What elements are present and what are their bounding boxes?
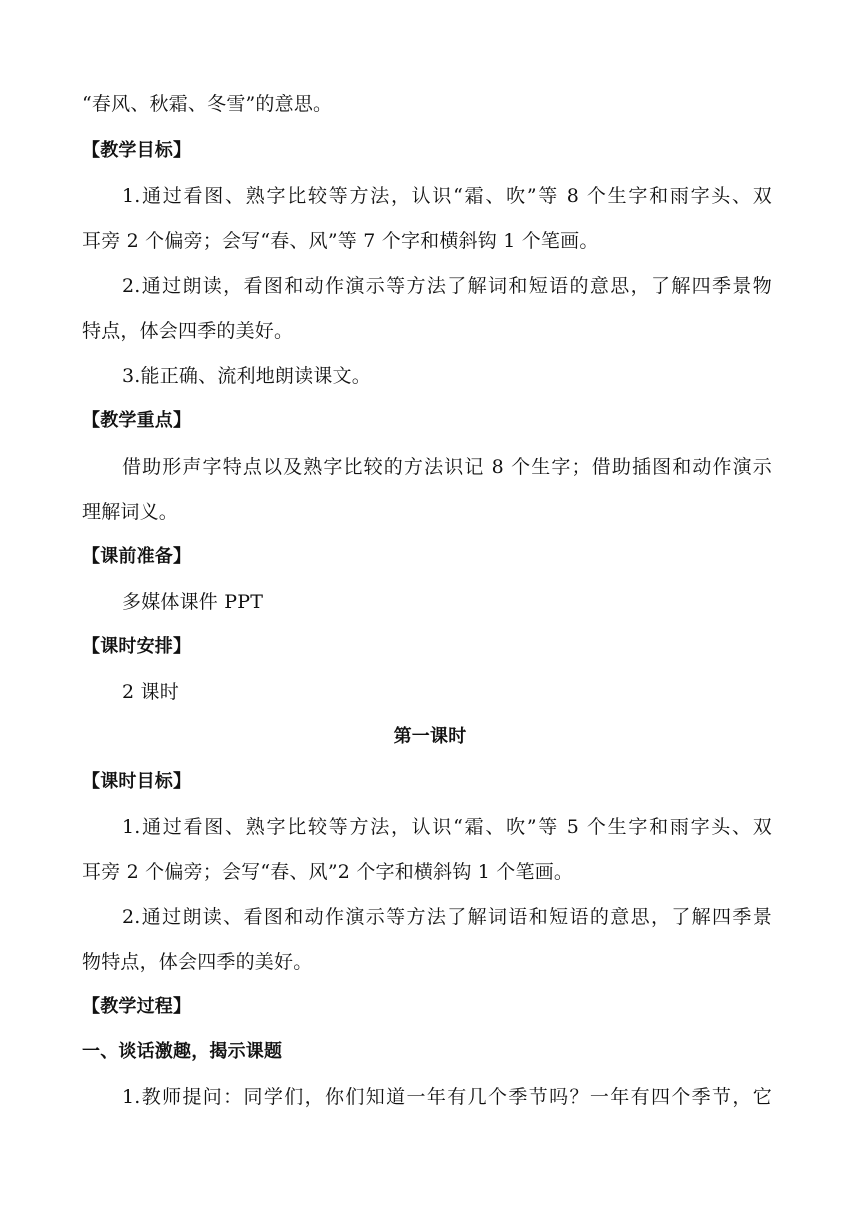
teaching-goal-1-line-1: 1.通过看图、熟字比较等方法，认识“霜、吹”等 8 个生字和雨字头、双 [122,185,772,207]
key-points-line-1: 借助形声字特点以及熟字比较的方法识记 8 个生字；借助插图和动作演示 [122,456,772,478]
preparation-content: 多媒体课件 PPT [122,591,264,613]
section-1-heading: 一、谈话激趣，揭示课题 [82,1041,283,1062]
teaching-goals-heading: 【教学目标】 [82,140,192,161]
teaching-goal-1-line-2: 耳旁 2 个偏旁；会写“春、风”等 7 个字和横斜钩 1 个笔画。 [82,230,599,252]
teaching-goal-2-line-2: 特点，体会四季的美好。 [82,320,294,342]
process-heading: 【教学过程】 [82,996,192,1017]
teaching-goal-2-line-1: 2.通过朗读，看图和动作演示等方法了解词和短语的意思，了解四季景物 [122,275,772,297]
schedule-content: 2 课时 [122,681,179,703]
key-points-line-2: 理解词义。 [82,501,179,523]
lesson-1-title: 第一课时 [393,726,467,747]
lesson-goal-2-line-2: 物特点，体会四季的美好。 [82,951,313,973]
lesson-goal-1-line-1: 1.通过看图、熟字比较等方法，认识“霜、吹”等 5 个生字和雨字头、双 [122,816,772,838]
teaching-goal-3: 3.能正确、流利地朗读课文。 [122,365,371,387]
key-points-heading: 【教学重点】 [82,410,192,431]
lesson-goal-2-line-1: 2.通过朗读、看图和动作演示等方法了解词语和短语的意思，了解四季景 [122,906,772,928]
lesson-goals-heading: 【课时目标】 [82,771,192,792]
intro-tail-text: “春风、秋霜、冬雪”的意思。 [82,93,333,115]
section-1-item-1-line-1: 1.教师提问：同学们，你们知道一年有几个季节吗？一年有四个季节，它 [122,1086,772,1108]
lesson-goal-1-line-2: 耳旁 2 个偏旁；会写“春、风”2 个字和横斜钩 1 个笔画。 [82,861,574,883]
preparation-heading: 【课前准备】 [82,546,192,567]
schedule-heading: 【课时安排】 [82,636,192,657]
